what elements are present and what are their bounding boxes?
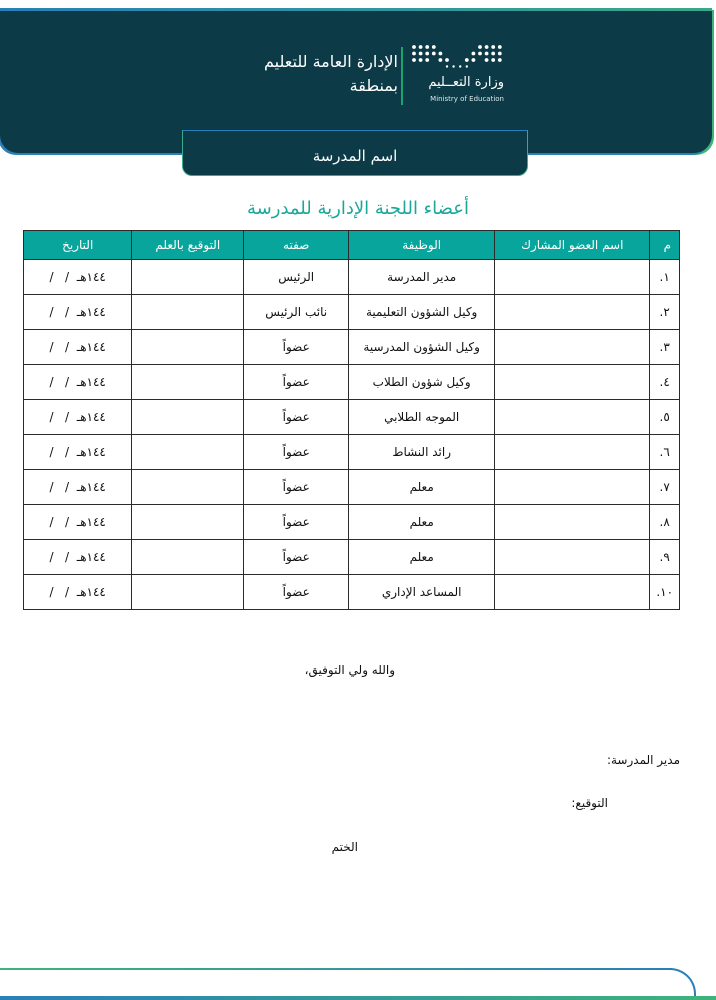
member-name-cell[interactable] xyxy=(495,505,650,540)
logo-dot xyxy=(419,58,423,62)
table-row xyxy=(24,330,680,365)
ministry-name-english: Ministry of Education xyxy=(430,95,504,103)
logo-dot xyxy=(419,45,423,49)
table-row xyxy=(24,505,680,540)
capacity-cell: عضواً xyxy=(244,330,349,365)
logo-dot xyxy=(472,58,476,62)
signature-cell[interactable] xyxy=(132,435,244,470)
logo-dot xyxy=(491,45,495,49)
table-row xyxy=(24,575,680,610)
committee-members-table xyxy=(23,230,680,610)
logo-dot xyxy=(412,52,416,56)
logo-dot xyxy=(459,65,461,67)
row-index: ٨. xyxy=(650,505,680,540)
logo-dot xyxy=(465,58,469,62)
logo-dot xyxy=(478,52,482,56)
signature-cell[interactable] xyxy=(132,470,244,505)
column-header-role: الوظيفة xyxy=(349,231,495,260)
member-name-cell[interactable] xyxy=(495,365,650,400)
footer-line xyxy=(0,968,672,998)
role-cell: معلم xyxy=(349,470,495,505)
signature-cell[interactable] xyxy=(132,295,244,330)
signature-label: التوقيع: xyxy=(571,796,608,810)
capacity-cell: عضواً xyxy=(244,575,349,610)
member-name-cell[interactable] xyxy=(495,400,650,435)
signature-cell[interactable] xyxy=(132,540,244,575)
member-name-cell[interactable] xyxy=(495,260,650,295)
role-cell: رائد النشاط xyxy=(349,435,495,470)
school-name: اسم المدرسة xyxy=(312,147,398,165)
capacity-cell: عضواً xyxy=(244,400,349,435)
member-name-cell[interactable] xyxy=(495,470,650,505)
column-header-member-name: اسم العضو المشارك xyxy=(495,231,650,260)
table-row xyxy=(24,365,680,400)
column-header-index: م xyxy=(650,231,680,260)
capacity-cell: الرئيس xyxy=(244,260,349,295)
role-cell: وكيل الشؤون المدرسية xyxy=(349,330,495,365)
role-cell: معلم xyxy=(349,505,495,540)
signature-cell[interactable] xyxy=(132,330,244,365)
date-cell: / / ١٤٤هـ xyxy=(24,400,132,435)
date-cell: / / ١٤٤هـ xyxy=(24,540,132,575)
logo-dot xyxy=(485,52,489,56)
logo-dot xyxy=(425,58,429,62)
page-title: أعضاء اللجنة الإدارية للمدرسة xyxy=(247,198,469,219)
signature-cell[interactable] xyxy=(132,365,244,400)
stamp-label: الختم xyxy=(331,840,358,854)
signature-cell[interactable] xyxy=(132,400,244,435)
column-header-date: التاريخ xyxy=(24,231,132,260)
principal-label: مدير المدرسة: xyxy=(606,753,680,767)
row-index: ٩. xyxy=(650,540,680,575)
footer-curve xyxy=(660,968,696,998)
date-cell: / / ١٤٤هـ xyxy=(24,260,132,295)
member-name-cell[interactable] xyxy=(495,330,650,365)
date-cell: / / ١٤٤هـ xyxy=(24,365,132,400)
logo-dot xyxy=(412,58,416,62)
date-cell: / / ١٤٤هـ xyxy=(24,505,132,540)
capacity-cell: عضواً xyxy=(244,540,349,575)
capacity-cell: عضواً xyxy=(244,365,349,400)
signature-cell[interactable] xyxy=(132,260,244,295)
directorate-line-2: بمنطقة xyxy=(349,76,398,95)
date-cell: / / ١٤٤هـ xyxy=(24,435,132,470)
logo-dot xyxy=(498,52,502,56)
logo-dot xyxy=(439,52,443,56)
logo-dot xyxy=(432,45,436,49)
logo-dot xyxy=(485,58,489,62)
logo-dot xyxy=(478,45,482,49)
directorate-name xyxy=(198,50,398,98)
signature-cell[interactable] xyxy=(132,575,244,610)
logo-dot xyxy=(491,52,495,56)
logo-dot xyxy=(485,45,489,49)
logo-dot xyxy=(432,52,436,56)
date-cell: / / ١٤٤هـ xyxy=(24,470,132,505)
column-header-signature: التوقيع بالعلم xyxy=(132,231,244,260)
role-cell: مدير المدرسة xyxy=(349,260,495,295)
date-cell: / / ١٤٤هـ xyxy=(24,330,132,365)
table-row xyxy=(24,470,680,505)
table-row xyxy=(24,435,680,470)
directorate-line-1: الإدارة العامة للتعليم xyxy=(264,52,398,71)
table-header-row xyxy=(24,231,680,260)
capacity-cell: عضواً xyxy=(244,505,349,540)
capacity-cell: نائب الرئيس xyxy=(244,295,349,330)
logo-dot xyxy=(466,65,468,67)
signature-cell[interactable] xyxy=(132,505,244,540)
table-row xyxy=(24,260,680,295)
role-cell: وكيل الشؤون التعليمية xyxy=(349,295,495,330)
table-row xyxy=(24,400,680,435)
row-index: ٧. xyxy=(650,470,680,505)
ministry-logo-icon xyxy=(410,44,504,72)
role-cell: المساعد الإداري xyxy=(349,575,495,610)
role-cell: معلم xyxy=(349,540,495,575)
logo-dot xyxy=(472,52,476,56)
ministry-name-arabic: وزارة التعــليم xyxy=(428,75,504,90)
capacity-cell: عضواً xyxy=(244,435,349,470)
logo-dot xyxy=(452,65,454,67)
logo-dot xyxy=(425,45,429,49)
row-index: ١. xyxy=(650,260,680,295)
logo-dot xyxy=(445,58,449,62)
member-name-cell[interactable] xyxy=(495,435,650,470)
logo-divider xyxy=(401,47,403,105)
table-row xyxy=(24,295,680,330)
table-row xyxy=(24,540,680,575)
logo-dot xyxy=(491,58,495,62)
role-cell: الموجه الطلابي xyxy=(349,400,495,435)
header-accent-line xyxy=(0,8,712,11)
logo-dot xyxy=(498,45,502,49)
logo-dot xyxy=(498,58,502,62)
date-cell: / / ١٤٤هـ xyxy=(24,575,132,610)
row-index: ٥. xyxy=(650,400,680,435)
row-index: ٣. xyxy=(650,330,680,365)
column-header-capacity: صفته xyxy=(244,231,349,260)
role-cell: وكيل شؤون الطلاب xyxy=(349,365,495,400)
logo-dot xyxy=(439,58,443,62)
school-name-tab xyxy=(182,130,528,176)
capacity-cell: عضواً xyxy=(244,470,349,505)
member-name-cell[interactable] xyxy=(495,540,650,575)
row-index: ١٠. xyxy=(650,575,680,610)
row-index: ٤. xyxy=(650,365,680,400)
logo-dot xyxy=(412,45,416,49)
member-name-cell[interactable] xyxy=(495,575,650,610)
footer-band xyxy=(0,996,716,1000)
date-cell: / / ١٤٤هـ xyxy=(24,295,132,330)
row-index: ٢. xyxy=(650,295,680,330)
logo-dot xyxy=(419,52,423,56)
member-name-cell[interactable] xyxy=(495,295,650,330)
closing-greeting: والله ولي التوفيق، xyxy=(304,663,395,677)
logo-dot xyxy=(425,52,429,56)
logo-dot xyxy=(446,65,448,67)
row-index: ٦. xyxy=(650,435,680,470)
